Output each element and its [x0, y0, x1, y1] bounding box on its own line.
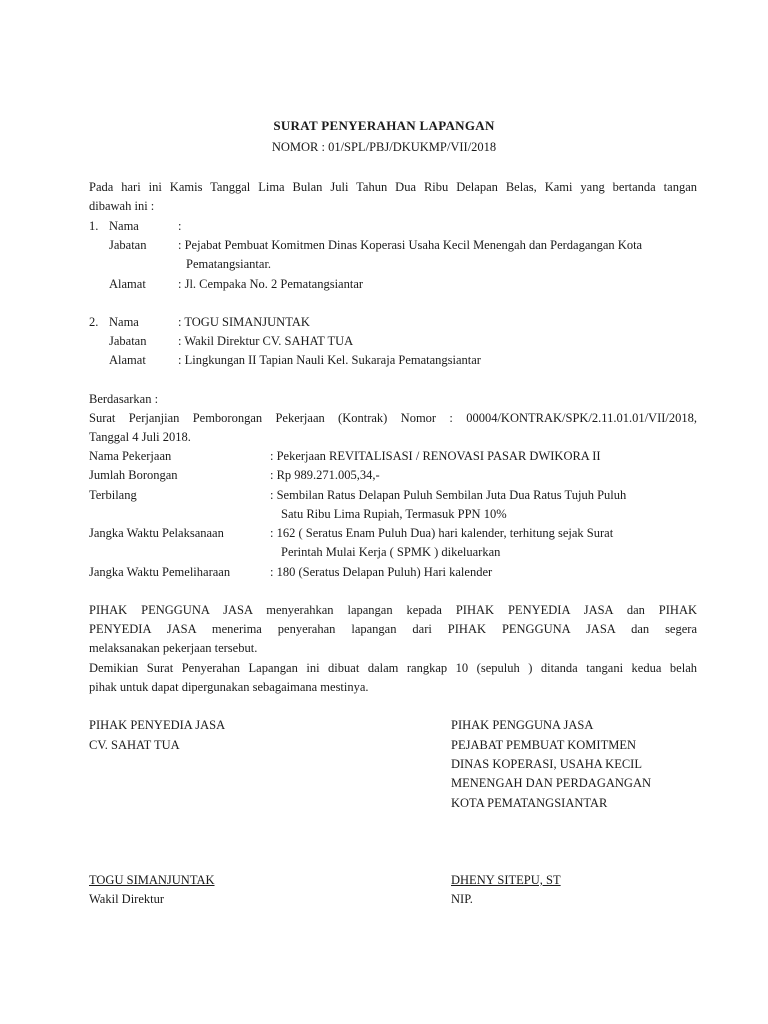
pemeliharaan-label: Jangka Waktu Pemeliharaan [89, 565, 231, 579]
document-number: NOMOR : 01/SPL/PBJ/DKUKMP/VII/2018 [271, 140, 497, 154]
pelaksanaan-label: Jangka Waktu Pelaksanaan [89, 526, 224, 540]
terbilang-line-1: : Sembilan Ratus Delapan Puluh Sembilan Juta Dua Ratus Tujuh Puluh [270, 488, 627, 502]
jumlah-borongan-label: Jumlah Borongan [89, 468, 178, 482]
right-signatory-org-line-4: KOTA PEMATANGSIANTAR [451, 796, 608, 810]
right-signatory-org-line-1: PEJABAT PEMBUAT KOMITMEN [451, 738, 636, 752]
statement-line-1: PIHAK PENGGUNA JASA menyerahkan lapangan kepada PIHAK PENYEDIA JASA dan PIHAK [89, 603, 697, 617]
pelaksanaan-line-1: : 162 ( Seratus Enam Puluh Dua) hari kalender, terhitung sejak Surat [270, 526, 614, 540]
statement-line-2: PENYEDIA JASA menerima penyerahan lapangan dari PIHAK PENGGUNA JASA dan segera [89, 622, 697, 636]
left-signatory-name: TOGU SIMANJUNTAK [89, 873, 215, 887]
jumlah-borongan-value: : Rp 989.271.005,34,- [270, 468, 380, 482]
intro-line-2: dibawah ini : [89, 199, 155, 213]
party2-jabatan-value: : Wakil Direktur CV. SAHAT TUA [178, 334, 354, 348]
intro-line-1: Pada hari ini Kamis Tanggal Lima Bulan Juli Tahun Dua Ribu Delapan Belas, Kami yang bertanda tangan [89, 180, 697, 194]
party2-alamat-label: Alamat [109, 353, 146, 367]
terbilang-line-2: Satu Ribu Lima Rupiah, Termasuk PPN 10% [281, 507, 507, 521]
pelaksanaan-line-2: Perintah Mulai Kerja ( SPMK ) dikeluarkan [281, 545, 501, 559]
party1-number: 1. [89, 219, 99, 233]
basis-line-2: Tanggal 4 Juli 2018. [89, 430, 191, 444]
statement-line-5: pihak untuk dapat dipergunakan sebagaimana mestinya. [89, 680, 369, 694]
terbilang-label: Terbilang [89, 488, 137, 502]
party1-nama-label: Nama [109, 219, 139, 233]
party1-jabatan-label: Jabatan [109, 238, 147, 252]
left-signatory-role: PIHAK PENYEDIA JASA [89, 718, 226, 732]
right-signatory-org-line-3: MENENGAH DAN PERDAGANGAN [451, 776, 651, 790]
party2-nama-value: : TOGU SIMANJUNTAK [178, 315, 310, 329]
basis-line-1: Surat Perjanjian Pemborongan Pekerjaan (Kontrak) Nomor : 00004/KONTRAK/SPK/2.11.01.01/VII/2018, [89, 411, 697, 425]
left-signatory-org: CV. SAHAT TUA [89, 738, 180, 752]
party1-jabatan-line-1: : Pejabat Pembuat Komitmen Dinas Koperasi Usaha Kecil Menengah dan Perdagangan Kota [178, 238, 643, 252]
right-signatory-org-line-2: DINAS KOPERASI, USAHA KECIL [451, 757, 642, 771]
pemeliharaan-value: : 180 (Seratus Delapan Puluh) Hari kalender [270, 565, 493, 579]
statement-line-3: melaksanakan pekerjaan tersebut. [89, 641, 258, 655]
nama-pekerjaan-label: Nama Pekerjaan [89, 449, 172, 463]
basis-heading: Berdasarkan : [89, 392, 159, 406]
right-signatory-nip: NIP. [451, 892, 473, 906]
party1-nama-value: : [178, 219, 182, 233]
nama-pekerjaan-value: : Pekerjaan REVITALISASI / RENOVASI PASAR DWIKORA II [270, 449, 601, 463]
party1-jabatan-line-2: Pematangsiantar. [186, 257, 272, 271]
document-title: SURAT PENYERAHAN LAPANGAN [273, 118, 495, 133]
party2-jabatan-label: Jabatan [109, 334, 147, 348]
statement-line-4: Demikian Surat Penyerahan Lapangan ini dibuat dalam rangkap 10 (sepuluh ) ditanda tangani kedua belah [89, 661, 697, 675]
party2-alamat-value: : Lingkungan II Tapian Nauli Kel. Sukaraja Pematangsiantar [178, 353, 481, 367]
party2-nama-label: Nama [109, 315, 139, 329]
party1-alamat-label: Alamat [109, 277, 146, 291]
party2-number: 2. [89, 315, 99, 329]
party1-alamat-value: : Jl. Cempaka No. 2 Pematangsiantar [178, 277, 364, 291]
left-signatory-position: Wakil Direktur [89, 892, 165, 906]
right-signatory-role: PIHAK PENGGUNA JASA [451, 718, 594, 732]
right-signatory-name: DHENY SITEPU, ST [451, 873, 561, 887]
